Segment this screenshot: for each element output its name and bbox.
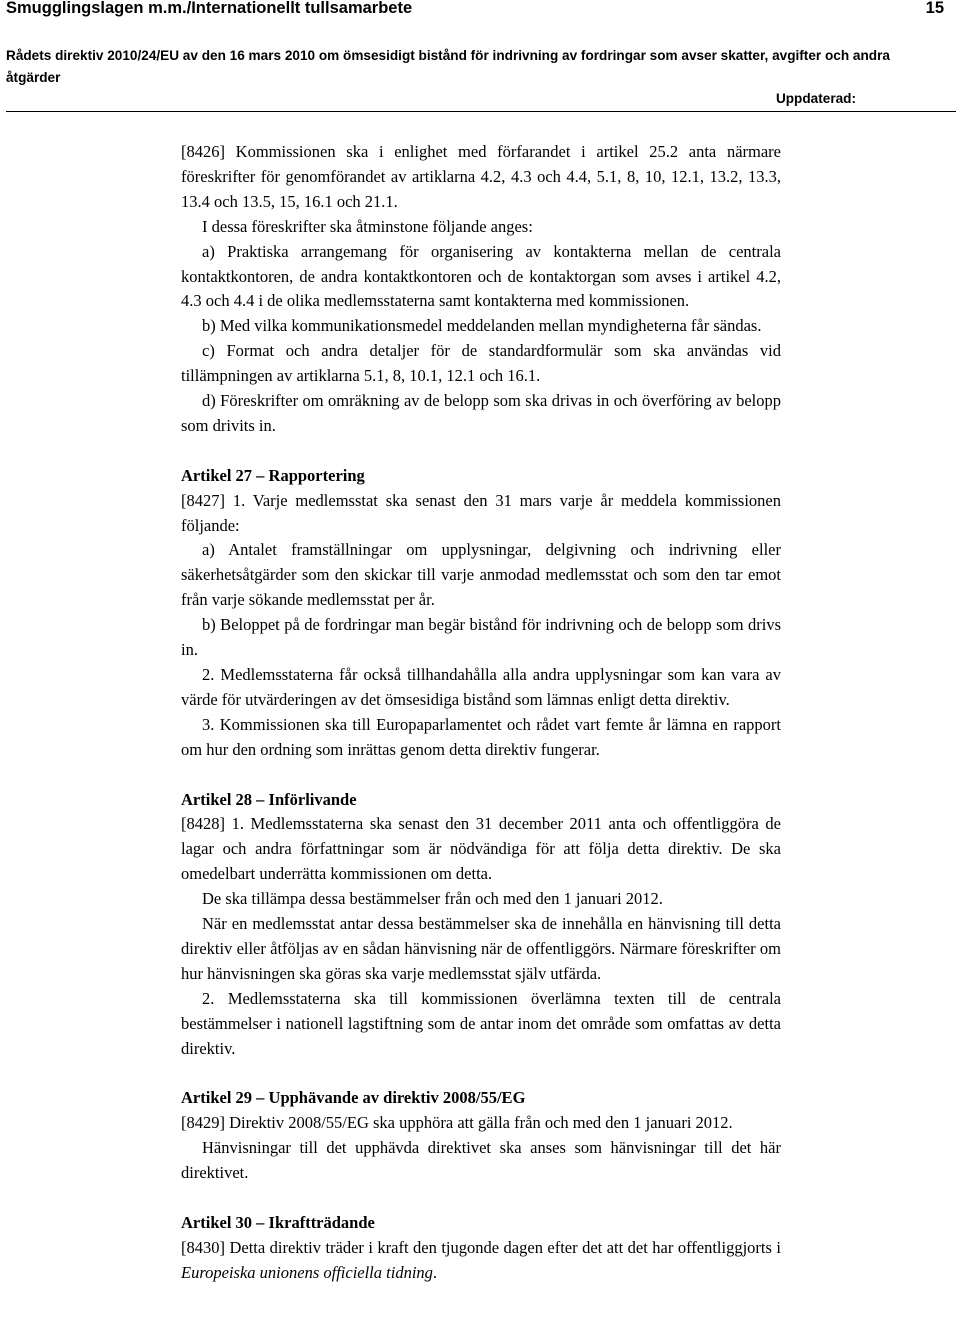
paragraph-8430-end: . <box>432 1262 438 1282</box>
paragraph-8427-3: 3. Kommissionen ska till Europaparlamentet och rådet vart femte år lämna en rapport om hur den ordning som inrättas genom detta direktiv fungerar. <box>181 714 781 759</box>
paragraph-8430 <box>181 1236 781 1286</box>
paragraph-8428-2: De ska tillämpa dessa bestämmelser från och med den 1 januari 2012. <box>202 889 663 909</box>
heading-article-27: Artikel 27 – Rapportering <box>181 465 365 485</box>
updated-label: Uppdaterad: <box>775 91 856 106</box>
paragraph-8428-1: [8428] 1. Medlemsstaterna ska senast den 31 december 2011 anta och offentliggöra de lagar och andra författningar som är nödvändiga för att följa detta direktiv. De ska omedelbart underrätta kommissionen om detta. <box>181 814 781 884</box>
document-body <box>181 140 781 1286</box>
paragraph-8426-intro: [8426] Kommissionen ska i enlighet med förfarandet i artikel 25.2 anta närmare föreskrifter för genomförandet av artiklarna 4.2, 4.3 och 4.4, 5.1, 8, 10, 12.1, 13.2, 13.3, 13.4 och 13.5, 15, 16.1 och 21.1. <box>181 142 781 211</box>
list-item-8426-a: a) Praktiska arrangemang för organisering av kontakterna mellan de centrala kontaktkontoren, de andra kontaktkontoren och de kontaktorgan som avses i artikel 4.2, 4.3 och 4.4 i de olika medlemsstaterna samt kontakterna med kommissionen. <box>181 241 781 311</box>
list-item-8427-b: b) Beloppet på de fordringar man begär bistånd för indrivning och de belopp som drivs in. <box>181 615 781 660</box>
spacer <box>181 763 781 788</box>
paragraph-8429-1: [8429] Direktiv 2008/55/EG ska upphöra att gälla från och med den 1 januari 2012. <box>181 1113 733 1133</box>
list-item-8426-c: c) Format och andra detaljer för de standardformulär som ska användas vid tillämpningen av artiklarna 5.1, 8, 10.1, 12.1 och 16.1. <box>181 341 781 386</box>
journal-title: Europeiska unionens officiella tidning <box>181 1262 433 1282</box>
paragraph-8428-4: 2. Medlemsstaterna ska till kommissionen överlämna texten till de centrala bestämmelser i nationell lagstiftning som de antar inom det område som omfattas av detta direktiv. <box>181 988 781 1058</box>
heading-article-29: Artikel 29 – Upphävande av direktiv 2008/55/EG <box>181 1088 526 1108</box>
spacer <box>181 1062 781 1087</box>
paragraph-8428-3: När en medlemsstat antar dessa bestämmelser ska de innehålla en hänvisning till detta direktiv eller åtföljas av en sådan hänvisning när de offentliggörs. Närmare föreskrifter om hur hänvisningen ska göras ska varje medlemsstat själv utfärda. <box>181 914 781 983</box>
spacer <box>181 1186 781 1211</box>
list-item-8426-b: b) Med vilka kommunikationsmedel meddelanden mellan myndigheterna får sändas. <box>202 316 762 336</box>
document-title: Smugglingslagen m.m./Internationellt tullsamarbete <box>6 0 413 17</box>
paragraph-8427-1: [8427] 1. Varje medlemsstat ska senast den 31 mars varje år meddela kommissionen följande: <box>181 490 781 535</box>
paragraph-8430-text: [8430] Detta direktiv träder i kraft den tjugonde dagen efter det att det har offentliggjorts i <box>181 1237 781 1257</box>
page-number: 15 <box>925 0 944 17</box>
spacer <box>181 439 781 464</box>
paragraph-8429-2: Hänvisningar till det upphävda direktivet ska anses som hänvisningar till det här direktivet. <box>181 1138 781 1183</box>
paragraph-8426-lead: I dessa föreskrifter ska åtminstone följande anges: <box>202 216 533 236</box>
paragraph-8427-2: 2. Medlemsstaterna får också tillhandahålla alla andra upplysningar som kan vara av värde för utvärderingen av det ömsesidiga bistånd som lämnas enligt detta direktiv. <box>181 665 781 709</box>
header-divider <box>6 111 956 112</box>
heading-article-30: Artikel 30 – Ikraftträdande <box>181 1212 375 1232</box>
list-item-8427-a: a) Antalet framställningar om upplysningar, delgivning och indrivning eller säkerhetsåtgärder som den skickar till varje anmodad medlemsstat och som den tar emot från varje sökande medlemsstat per år. <box>181 540 781 610</box>
list-item-8426-d: d) Föreskrifter om omräkning av de belopp som ska drivas in och överföring av belopp som drivits in. <box>181 391 781 435</box>
document-subtitle: Rådets direktiv 2010/24/EU av den 16 mars 2010 om ömsesidigt bistånd för indrivning av fordringar som avser skatter, avgifter och andra åtgärder <box>6 48 890 85</box>
heading-article-28: Artikel 28 – Införlivande <box>181 789 357 809</box>
